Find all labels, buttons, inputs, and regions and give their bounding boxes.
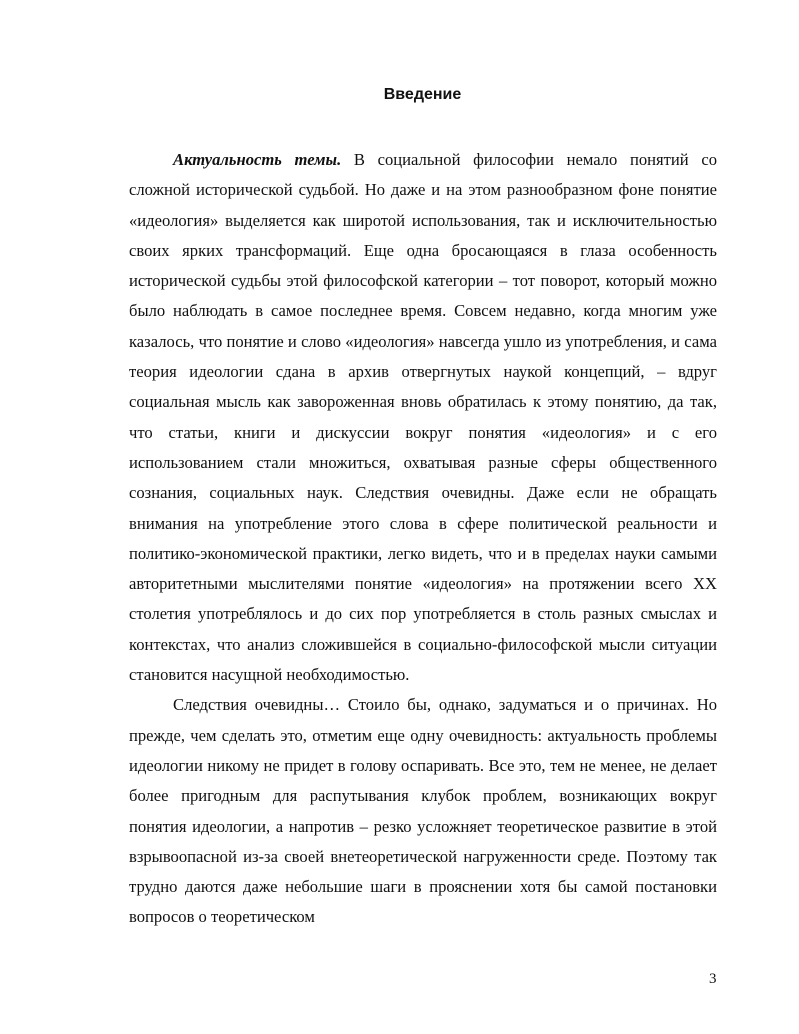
paragraph-lead-term: Актуальность темы.: [173, 150, 342, 169]
paragraph-relevance: [129, 145, 717, 690]
page-number: 3: [709, 971, 717, 987]
paragraph-body: В социальной философии немало понятий со сложной исторической судьбой. Но даже и на этом разнообразном фоне понятие «идеология» выделяется как широтой использования, так и исключительностью своих ярких трансформаций. Еще одна бросающаяся в глаза особенность исторической судьбы этой философской категории – тот поворот, который можно было наблюдать в самое последнее время. Совсем недавно, когда многим уже казалось, что понятие и слово «идеология» навсегда ушло из употребления, и сама теория идеологии сдана в архив отвергнутых наукой концепций, – вдруг социальная мысль как завороженная вновь обратилась к этому понятию, да так, что статьи, книги и дискуссии вокруг понятия «идеология» и с его использованием стали множиться, охватывая разные сферы общественного сознания, социальных наук. Следствия очевидны. Даже если не обращать внимания на употребление этого слова в сфере политической реальности и политико-экономической практики, легко видеть, что и в пределах науки самыми авторитетными мыслителями понятие «идеология» на протяжении всего XX столетия употреблялось и до сих пор употребляется в столь разных смыслах и контекстах, что анализ сложившейся в социально-философской мысли ситуации становится насущной необходимостью.: [129, 150, 717, 685]
section-heading: Введение: [383, 86, 462, 103]
paragraph-body: Следствия очевидны… Стоило бы, однако, задуматься и о причинах. Но прежде, чем сделать это, отметим еще одну очевидность: актуальность проблемы идеологии никому не придет в голову оспаривать. Все это, тем не менее, не делает более пригодным для распутывания клубок проблем, возникающих вокруг понятия идеологии, а напротив – резко усложняет теоретическое развитие в этой взрывоопасной из-за своей внетеоретической нагруженности среде. Поэтому так трудно даются даже небольшие шаги в прояснении хотя бы самой постановки вопросов о теоретическом: [129, 695, 717, 927]
paragraph-consequences: [129, 690, 717, 932]
body-text: [129, 145, 717, 933]
